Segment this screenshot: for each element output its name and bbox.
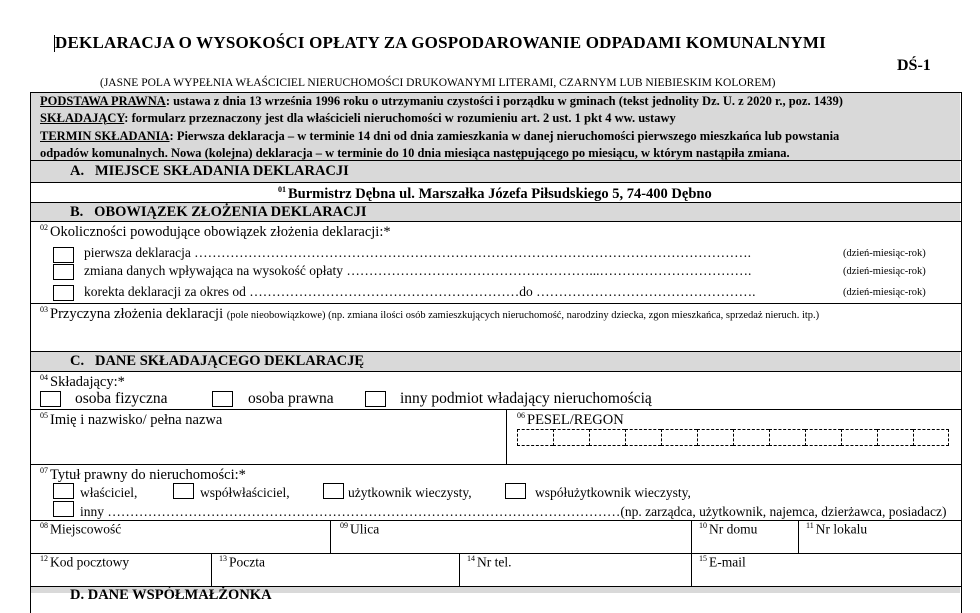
legal-person-checkbox[interactable] [212, 391, 233, 407]
field-15[interactable] [699, 554, 746, 571]
house-number-label: Nr domu [709, 521, 758, 537]
pesel-digit-box[interactable] [805, 429, 841, 446]
field-number: 09 [340, 521, 348, 530]
field-number: 05 [40, 411, 48, 420]
section-c-title [70, 353, 364, 370]
data-change-label: zmiana danych wpływająca na wysokość opłaty ………………………………………………...……………………………. [84, 263, 752, 278]
pesel-digit-box[interactable] [661, 429, 697, 446]
deadline-text-1: : Pierwsza deklaracja – w terminie 14 dni od dnia zamieszkania w danej nieruchomości pierwszego mieszkańca lub powstania [169, 129, 840, 143]
filer-label: SKŁADAJĄCY [40, 111, 125, 125]
town-label: Miejscowość [50, 521, 122, 537]
pesel-digit-box[interactable] [589, 429, 625, 446]
pesel-digit-box[interactable] [553, 429, 589, 446]
divider [30, 464, 961, 465]
pesel-digit-box[interactable] [733, 429, 769, 446]
date-hint: (dzień-miesiąc-rok) [843, 248, 926, 259]
other-title-checkbox[interactable] [53, 501, 74, 517]
owner-checkbox[interactable] [53, 483, 74, 499]
co-perpetual-user-checkbox[interactable] [505, 483, 526, 499]
postal-code-label: Kod pocztowy [50, 554, 130, 570]
divider [30, 182, 961, 183]
filer-row [40, 111, 676, 126]
divider [506, 409, 507, 464]
co-owner-checkbox[interactable] [173, 483, 194, 499]
natural-person-label: osoba fizyczna [75, 390, 168, 407]
section-b-title-text: OBOWIĄZEK ZŁOŻENIA DEKLARACJI [94, 204, 367, 220]
pesel-digit-box[interactable] [877, 429, 913, 446]
form-title: DEKLARACJA O WYSOKOŚCI OPŁATY ZA GOSPODAROWANIE ODPADAMI KOMUNALNYMI [55, 33, 826, 52]
divider [30, 371, 961, 372]
field-02-text: Okoliczności powodujące obowiązek złożenia deklaracji:* [50, 223, 391, 240]
legal-basis-row [40, 94, 843, 109]
field-14[interactable] [467, 554, 512, 571]
divider [30, 303, 961, 304]
date-hint: (dzień-miesiąc-rok) [843, 287, 926, 298]
other-entity-checkbox[interactable] [365, 391, 386, 407]
submission-place [278, 185, 712, 203]
divider [691, 553, 692, 586]
field-number: 13 [219, 554, 227, 563]
pesel-digit-box[interactable] [625, 429, 661, 446]
field-number: 01 [278, 185, 286, 194]
street-label: Ulica [350, 521, 380, 537]
field-05-label [40, 411, 222, 429]
pesel-digit-box[interactable] [913, 429, 949, 446]
pesel-digit-box[interactable] [517, 429, 553, 446]
form-code: DŚ-1 [897, 57, 931, 74]
field-number: 14 [467, 554, 475, 563]
field-number: 08 [40, 521, 48, 530]
co-perpetual-user-label: współużytkownik wieczysty, [535, 485, 691, 500]
field-04-text: Składający:* [50, 373, 125, 390]
field-03-label [40, 305, 819, 323]
date-hint: (dzień-miesiąc-rok) [843, 266, 926, 277]
divider [211, 553, 212, 586]
reason-input[interactable] [31, 322, 960, 350]
deadline-label: TERMIN SKŁADANIA [40, 129, 170, 143]
field-09[interactable] [340, 521, 379, 538]
field-03-hint: (pole nieobowiązkowe) (np. zmiana ilości osób zamieszkujących nieruchomość, narodziny dziecka, zgon mieszkańca, sprzedaż nieruch. itp.) [226, 309, 820, 321]
apartment-number-label: Nr lokalu [815, 521, 868, 537]
section-c-title-text: DANE SKŁADAJĄCEGO DEKLARACJĘ [94, 353, 365, 369]
field-04-label [40, 373, 125, 391]
section-b-title [70, 204, 367, 221]
field-number: 11 [806, 521, 814, 530]
other-title-label: inny ……………………………………………………………………………………………………(np. zarządca, użytkownik, najemca, dzierżawca, posiadacz) [80, 504, 947, 519]
data-change-checkbox[interactable] [53, 264, 74, 280]
field-12[interactable] [40, 554, 129, 571]
deadline-text-2: odpadów komunalnych. Nowa (kolejna) deklaracja – w terminie do 10 dnia miesiąca następującego po miesiącu, w którym nastąpiła zmiana. [40, 146, 790, 160]
divider [30, 409, 961, 410]
co-owner-label: współwłaściciel, [200, 485, 290, 500]
post-office-label: Poczta [229, 554, 265, 570]
other-entity-label: inny podmiot władający nieruchomością [400, 390, 652, 407]
pesel-regon-input[interactable] [517, 429, 949, 446]
field-06-label [517, 411, 624, 429]
legal-person-label: osoba prawna [248, 390, 334, 407]
filer-text: : formularz przeznaczony jest dla właścicieli nieruchomości w rozumieniu art. 2 ust. 1 pkt 4 ww. ustawy [124, 111, 676, 125]
natural-person-checkbox[interactable] [40, 391, 61, 407]
fill-instructions: (JASNE POLA WYPEŁNIA WŁAŚCICIEL NIERUCHOMOŚCI DRUKOWANYMI LITERAMI, CZARNYM LUB NIEBIESKIM KOLOREM) [100, 77, 776, 89]
field-02-label [40, 223, 391, 241]
pesel-digit-box[interactable] [697, 429, 733, 446]
field-08[interactable] [40, 521, 121, 538]
legal-basis-text: : ustawa z dnia 13 września 1996 roku o utrzymaniu czystości i porządku w gminach (tekst jednolity Dz. U. z 2020 r., poz. 1439) [165, 94, 843, 108]
divider [691, 520, 692, 553]
field-number: 07 [40, 466, 48, 475]
email-label: E-mail [709, 554, 746, 570]
field-number: 12 [40, 554, 48, 563]
section-b-letter: B. [70, 204, 84, 220]
first-declaration-label: pierwsza deklaracja ……………………………………………………………………………………………………………. [84, 245, 752, 260]
field-number: 15 [699, 554, 707, 563]
field-number: 10 [699, 521, 707, 530]
field-number: 06 [517, 411, 525, 420]
section-a-letter: A. [70, 163, 85, 179]
field-number: 02 [40, 223, 48, 232]
divider [798, 520, 799, 553]
pesel-digit-box[interactable] [769, 429, 805, 446]
field-05-text: Imię i nazwisko/ pełna nazwa [50, 411, 223, 428]
phone-label: Nr tel. [477, 554, 512, 570]
field-13[interactable] [219, 554, 265, 571]
perpetual-user-label: użytkownik wieczysty, [348, 485, 472, 500]
field-03-text: Przyczyna złożenia deklaracji [50, 305, 224, 322]
field-10[interactable] [699, 521, 757, 538]
submission-place-text: Burmistrz Dębna ul. Marszałka Józefa Piłsudskiego 5, 74-400 Dębno [288, 185, 712, 202]
section-a-title-text: MIEJSCE SKŁADANIA DEKLARACJI [94, 163, 349, 179]
divider [30, 221, 961, 222]
perpetual-user-checkbox[interactable] [323, 483, 344, 499]
correction-checkbox[interactable] [53, 285, 74, 301]
field-07-label [40, 466, 246, 484]
field-11[interactable] [806, 521, 867, 538]
section-a-title [70, 163, 349, 180]
deadline-row [40, 129, 839, 144]
field-number: 04 [40, 373, 48, 382]
field-06-text: PESEL/REGON [527, 411, 624, 428]
first-declaration-checkbox[interactable] [53, 247, 74, 263]
field-number: 03 [40, 305, 48, 314]
legal-basis-label: PODSTAWA PRAWNA [40, 94, 166, 108]
pesel-digit-box[interactable] [841, 429, 877, 446]
field-07-text: Tytuł prawny do nieruchomości:* [50, 466, 246, 483]
correction-label: korekta deklaracji za okres od ……………………………………………………do …………………………………………. [84, 284, 756, 299]
section-d-title: D. DANE WSPÓŁMAŁŻONKA [70, 587, 272, 603]
divider [330, 520, 331, 553]
section-c-letter: C. [70, 353, 85, 369]
divider [459, 553, 460, 586]
owner-label: właściciel, [80, 485, 138, 500]
